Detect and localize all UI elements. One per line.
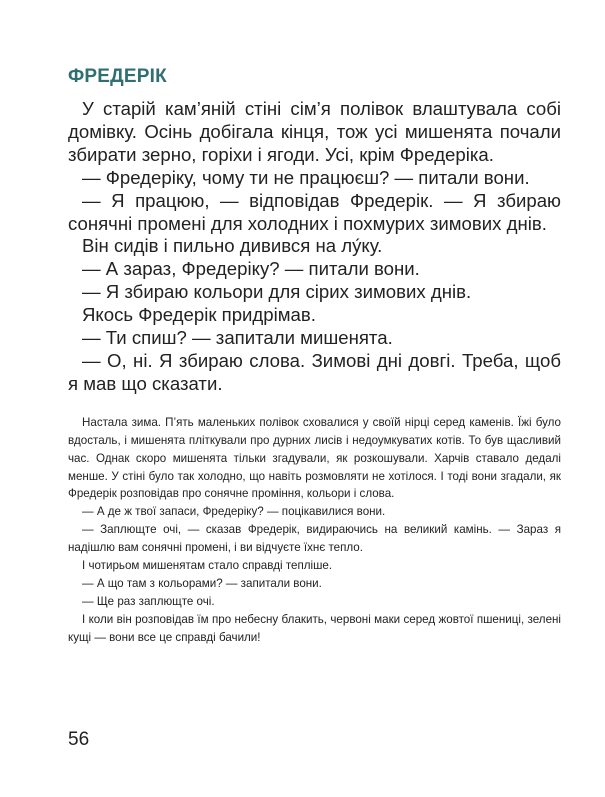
page-title: ФРЕДЕРІК <box>68 66 167 87</box>
main-paragraph: Якось Фредерік придрімав. <box>82 304 316 326</box>
main-paragraph: — Ти спиш? — запитали мишенята. <box>82 327 393 349</box>
main-paragraph: — Я працюю, — відповідав Фредерік. — Я збираю сонячні промені для холодних і похмурих зимових днів. <box>68 189 561 234</box>
small-paragraph: — А що там з кольорами? — запитали вони. <box>82 576 322 590</box>
main-paragraph: — Я збираю кольори для сірих зимових днів. <box>82 281 472 303</box>
main-paragraph: У старій кам’яній стіні сім’я полівок влаштувала собі домівку. Осінь добігала кінця, тож усі мишенята почали збирати зерно, горіхи і ягоди. Усі, крім Фредеріка. <box>68 98 561 165</box>
small-paragraph: І коли він розповідав їм про небесну блакить, червоні маки серед жовтої пшениці, зелені кущі — вони все це справді бачили! <box>68 612 561 644</box>
main-paragraph: — Фредеріку, чому ти не працюєш? — питали вони. <box>82 166 530 188</box>
small-paragraph: Настала зима. П’ять маленьких полівок сховалися у своїй нірці серед каменів. Їжі було вдосталь, і мишенята пліткували про дурних лисів і недоумкуватих котів. То був щасливий час. Однак скоро мишенята тільки згадували, як розкошували. Харчів ставало дедалі менше. У стіні було так холодно, що навіть розмовляти не хотілося. І тоді вони згадали, як Фредерік розповідав про сонячне проміння, кольори і слова. <box>68 415 561 501</box>
main-story-text <box>68 98 561 396</box>
small-paragraph: І чотирьом мишенятам стало справді тепліше. <box>82 559 333 573</box>
page-number: 56 <box>68 729 90 750</box>
small-paragraph: — Заплющте очі, — сказав Фредерік, видираючись на великий камінь. — Зараз я надішлю вам сонячні промені, і ви відчуєте їхнє тепло. <box>68 523 561 555</box>
main-paragraph: Він сидів і пильно дивився на лу́ку. <box>82 235 383 257</box>
small-paragraph: — Ще раз заплющте очі. <box>82 594 215 608</box>
main-paragraph: — О, ні. Я збираю слова. Зимові дні довгі. Треба, щоб я мав що сказати. <box>68 349 561 394</box>
main-paragraph: — А зараз, Фредеріку? — питали вони. <box>82 258 420 280</box>
document-page <box>68 66 561 647</box>
small-paragraph: — А де ж твої запаси, Фредеріку? — поцікавилися вони. <box>82 505 386 519</box>
continuation-text <box>68 414 561 647</box>
